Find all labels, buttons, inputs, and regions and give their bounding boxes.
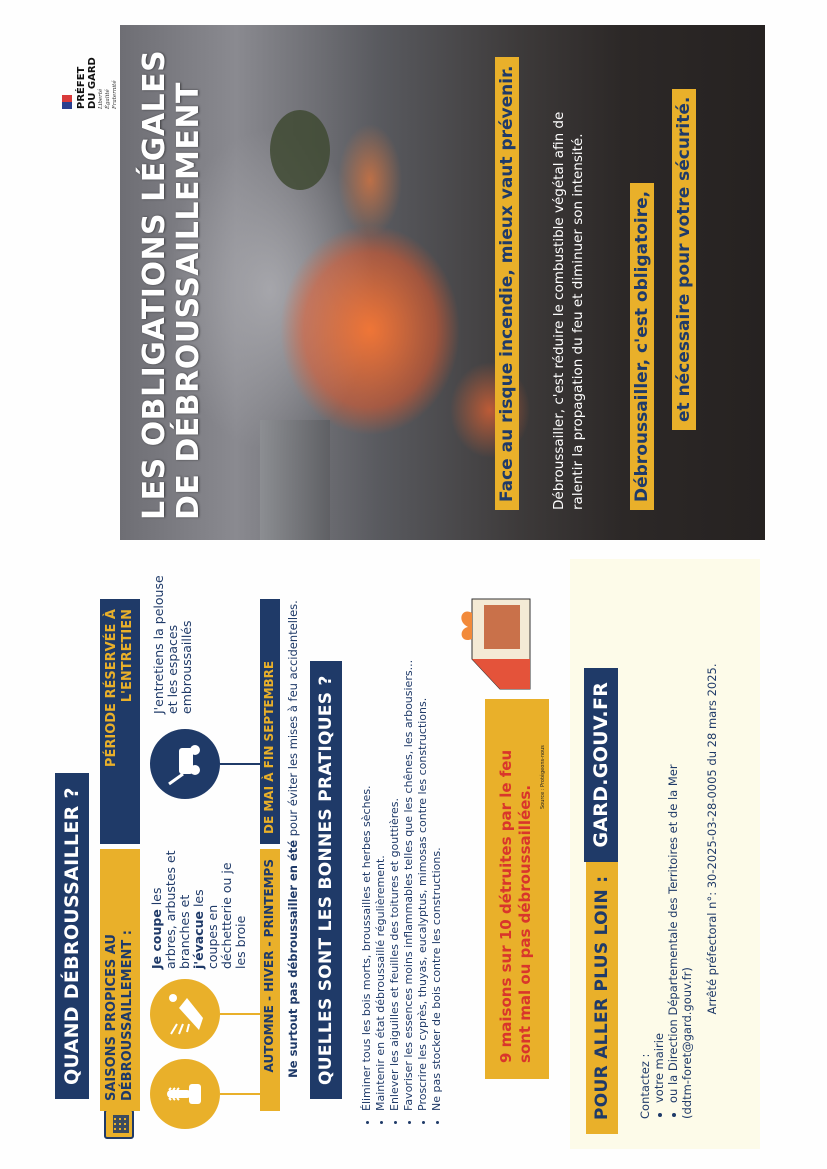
stat-line-2: sont mal ou pas débroussaillées. — [516, 784, 534, 1063]
coupe-bold: Je coupe — [149, 909, 164, 969]
callout-securite: et nécessaire pour votre sécurité. — [672, 89, 696, 430]
logo-text — [76, 29, 98, 109]
list-item: • ou la Direction Départementale des Territoires et de la Mer — [666, 599, 680, 1103]
entretien-description: J'entretiens la pelouse et les espaces embroussaillés — [151, 575, 194, 714]
prefet-logo — [62, 29, 119, 109]
arrete-reference: Arrêté préfectoral n°: 30-2025-03-28-0005 du 28 mars 2025. — [705, 663, 719, 1015]
evacue-bold: j'évacue — [191, 911, 206, 969]
list-item: • Ne pas stocker de bois contre les constructions. — [430, 551, 444, 1111]
contact-intro: Contactez : — [638, 1053, 652, 1119]
calendar-icon — [104, 1109, 134, 1139]
divider — [220, 1013, 260, 1015]
divider — [220, 763, 260, 765]
warning-bold: Ne surtout pas débroussailler en été — [286, 839, 300, 1078]
coupe-description — [150, 849, 248, 969]
cover-body — [550, 112, 588, 510]
list-item: • Favoriser les essences moins inflammables telles que les chênes, les arbousiers... — [402, 551, 416, 1111]
building-silhouette — [260, 420, 330, 540]
burning-house-icon — [460, 589, 540, 699]
section-title-pratiques: QUELLES SONT LES BONNES PRATIQUES ? — [310, 661, 342, 1099]
motto-2: Égalité — [105, 89, 111, 109]
motto-3: Fraternité — [112, 80, 118, 109]
cover-body-line-2: ralentir la propagation du feu et diminuer son intensité. — [570, 133, 586, 510]
periode-header: PÉRIODE RÉSERVÉE À L'ENTRETIEN — [100, 599, 140, 844]
logo-motto — [98, 29, 119, 109]
cover-title — [138, 50, 206, 520]
brush-cutter-icon — [150, 979, 220, 1049]
contact-block — [638, 599, 694, 1119]
evacue-rest: les coupes en déchetterie ou je les broie — [191, 862, 248, 969]
list-item: • Éliminer tous les bois morts, broussailles et herbes sèches. — [360, 551, 374, 1111]
divider — [220, 1093, 260, 1095]
cover-title-line-2: DE DÉBROUSSAILLEMENT — [171, 82, 206, 520]
cover-title-line-1: LES OBLIGATIONS LÉGALES — [137, 49, 172, 520]
chainsaw-icon — [150, 1059, 220, 1129]
list-item: • Enlever les aiguilles et feuilles des toitures et gouttières. — [388, 551, 402, 1111]
logo-line-2: DU GARD — [87, 57, 98, 109]
plus-loin-banner — [590, 668, 612, 1134]
tree-silhouette — [270, 110, 330, 190]
marianne-icon — [62, 95, 72, 109]
stat-source: Source : Protégeons-nous — [540, 745, 546, 809]
stat-line-1: 9 maisons sur 10 détruites par le feu — [497, 749, 515, 1063]
lawn-mower-icon — [150, 729, 220, 799]
saisons-header: SAISONS PROPICES AU DÉBROUSSAILLEMENT : — [100, 849, 140, 1111]
list-item: • votre mairie — [652, 599, 666, 1103]
cover-body-line-1: Débroussailler, c'est réduire le combustible végétal afin de — [551, 111, 567, 510]
contact-list — [652, 599, 680, 1119]
plus-loin-label: POUR ALLER PLUS LOIN : — [586, 862, 618, 1134]
contact-email[interactable]: (ddtm-foret@gard.gouv.fr) — [680, 967, 694, 1119]
callout-obligatoire: Débroussailler, c'est obligatoire, — [630, 183, 654, 510]
coupe-rest: les arbres, arbustes et branches et — [149, 850, 192, 969]
warning-rest: pour éviter les mises à feu accidentelles. — [286, 600, 300, 840]
saisons-footer: AUTOMNE - HIVER - PRINTEMPS — [260, 849, 280, 1111]
section-title-quand: QUAND DÉBROUSSAILLER ? — [55, 773, 89, 1099]
list-item: • Maintenir en état débroussaillé régulièrement. — [374, 551, 388, 1111]
periode-footer: DE MAI À FIN SEPTEMBRE — [260, 599, 280, 844]
headline-banner: Face au risque incendie, mieux vaut prévenir. — [495, 58, 519, 511]
pratiques-list — [360, 551, 444, 1129]
motto-1: Liberté — [98, 88, 104, 109]
info-page — [0, 549, 827, 1169]
cover-photo — [120, 25, 765, 540]
list-item: • Proscrire les cyprès, thuyas, eucalyptus, mimosas contre les constructions. — [416, 551, 430, 1111]
site-link[interactable]: GARD.GOUV.FR — [584, 668, 618, 862]
summer-warning — [286, 579, 300, 1099]
logo-line-1: PRÉFET — [76, 66, 87, 109]
